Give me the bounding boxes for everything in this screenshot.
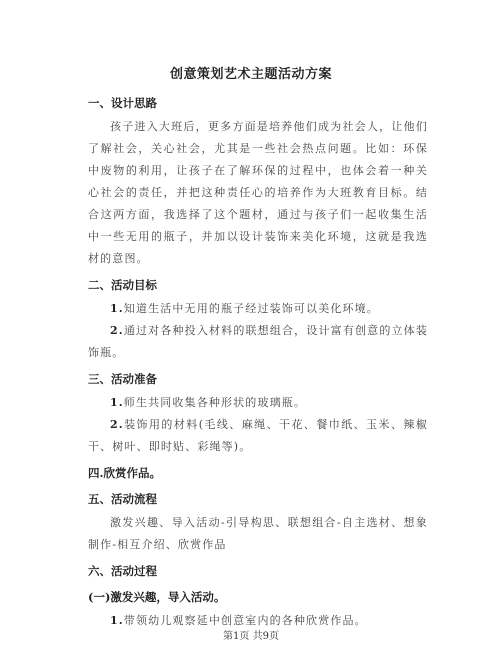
section-heading-design-idea: 一、设计思路 xyxy=(88,96,157,110)
section-heading-flow: 五、活动流程 xyxy=(88,492,157,506)
section-heading-preparation: 三、活动准备 xyxy=(88,372,157,386)
list-item-prep-2 xyxy=(88,414,428,458)
item-text: 通过对各种投入材料的联想组合，设计富有创意的立体装饰瓶。 xyxy=(88,324,428,359)
document-body xyxy=(88,88,428,632)
item-text: 师生共同收集各种形状的玻璃瓶。 xyxy=(123,396,307,409)
page-footer: 第1页 共9页 xyxy=(223,631,279,642)
document-title: 创意策划艺术主题活动方案 xyxy=(169,67,332,82)
item-number: 2. xyxy=(110,324,124,337)
item-number: 1. xyxy=(110,614,124,627)
list-item-goal-1 xyxy=(88,298,428,320)
item-text: 知道生活中无用的瓶子经过装饰可以美化环境。 xyxy=(123,302,379,315)
item-number: 1. xyxy=(110,302,124,315)
list-item-goal-2 xyxy=(88,320,428,364)
item-text: 装饰用的材料(毛线、麻绳、干花、餐巾纸、玉米、辣椒干、树叶、即时贴、彩绳等)。 xyxy=(88,418,428,453)
paragraph-flow: 激发兴趣、导入活动-引导构思、联想组合-自主选材、想象制作-相互介绍、欣赏作品 xyxy=(88,516,428,551)
subsection-heading-process-1: (一)激发兴趣，导入活动。 xyxy=(88,590,226,604)
section-heading-appreciate: 四.欣赏作品。 xyxy=(88,466,162,480)
section-heading-process: 六、活动过程 xyxy=(88,564,157,578)
section-heading-goals: 二、活动目标 xyxy=(88,278,157,292)
list-item-prep-1 xyxy=(88,392,428,414)
item-number: 2. xyxy=(110,418,124,431)
item-text: 带领幼儿观察延中创意室内的各种欣赏作品。 xyxy=(123,614,367,627)
paragraph-design-idea: 孩子进入大班后，更多方面是培养他们成为社会人，让他们了解社会，关心社会，尤其是一些社会热点问题。比如：环保中废物的利用，让孩子在了解环保的过程中，也体会着一种关心社会的责任，并把这种责任心的培养作为大班教育目标。结合这两方面，我选择了这个题材，通过与孩子们一起收集生活中一些无用的瓶子，并加以设计装饰来美化环境，这就是我选材的意图。 xyxy=(88,120,428,265)
item-number: 1. xyxy=(110,396,124,409)
